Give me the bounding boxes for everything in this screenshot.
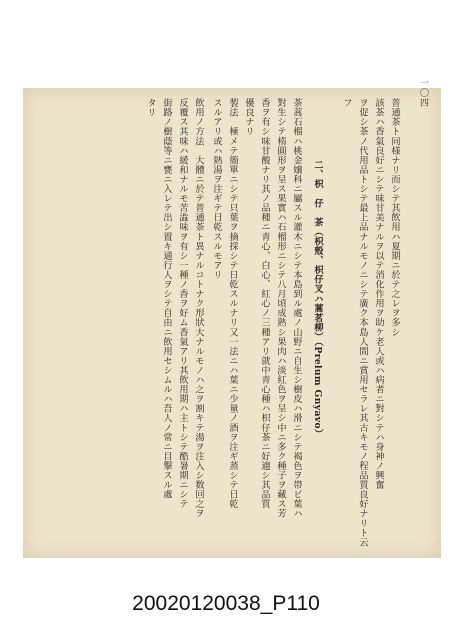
text-column: 茶蒿石榴ハ桃金嬢科ニ屬スル灌木ニシテ本島到ル處ノ山野ニ自生シ樹皮ハ滑ニシテ褐色ヲ帯ビ葉ハ [291, 98, 302, 519]
text-column: タリ [145, 98, 156, 118]
page-number: 一〇四 [418, 78, 428, 108]
image-id-caption: 20020120038_P110 [132, 592, 320, 615]
text-column: 飲用ノ方法 大體ニ於テ普通茶ト異ナルコトナク形狀大ナルモノハ之ヲ割キテ湯ヲ注入シ数回之ヲ [193, 98, 204, 519]
section-heading: 二、枳 仔 茶（枳殼、枳仔叉ハ蒿茗柳）（Prelum Gnyavo） [312, 160, 323, 439]
text-column: 對生シテ楕圓形ヲ呈ス果實ハ石榴形ニシテ八月頃成熟シ果肉ハ淡紅色ヲ呈シ中ニ多ク種子ヲ藏ス芳 [275, 98, 286, 519]
text-column: 普通茶ト同様ナリ而シテ其飲用ハ夏期ニ於テ之レヲ多シ [389, 98, 400, 337]
text-column: フ [341, 98, 352, 108]
text-column: 製法 極メテ簡單ニシテ只葉ヲ摘採シテ日乾スルナリ又一法ニハ葉ニ少量ノ酒ヲ注ギ蒸シテ日乾 [227, 98, 238, 509]
text-column: ヲ促シ茶ノ代用品トシテ最上品ナルモノニシテ廣ク本島人間ニ賞用セラレ其古キモノ程品質良好ナリト云 [357, 98, 368, 547]
text-column: スルアリ或ハ熱湯ヲ注ギテ日乾スルモアリ [211, 98, 222, 280]
text-column: 香ヲ有シ味甘酸ナリ其ノ品種ニ青心、白心、紅心ノ三種アリ就中青心種ハ枳仔茶ニ好適シ其品質 [259, 98, 270, 509]
text-column: 反覆ス其味ハ緩和ナルモ苦澁味ヲ有シ一種ノ香ヲ好ム香氣アリ其飲用期ハ主トシテ酷暑期ニシテ [177, 98, 188, 509]
text-column: 該茶ハ香氣良好ニシテ味甘美ナルヲ以テ消化作用ヲ助ケ老人或ハ病者ニ對シテハ身神ノ興奮 [373, 98, 384, 490]
text-column: 街路ノ樹蔭等ニ甕ニ入レテ出シ置キ通行人ヲシテ自由ニ飲用セシムルハ吾人ノ常ニ目撃スル處 [161, 98, 172, 500]
text-column: 優良ナリ [243, 98, 254, 137]
